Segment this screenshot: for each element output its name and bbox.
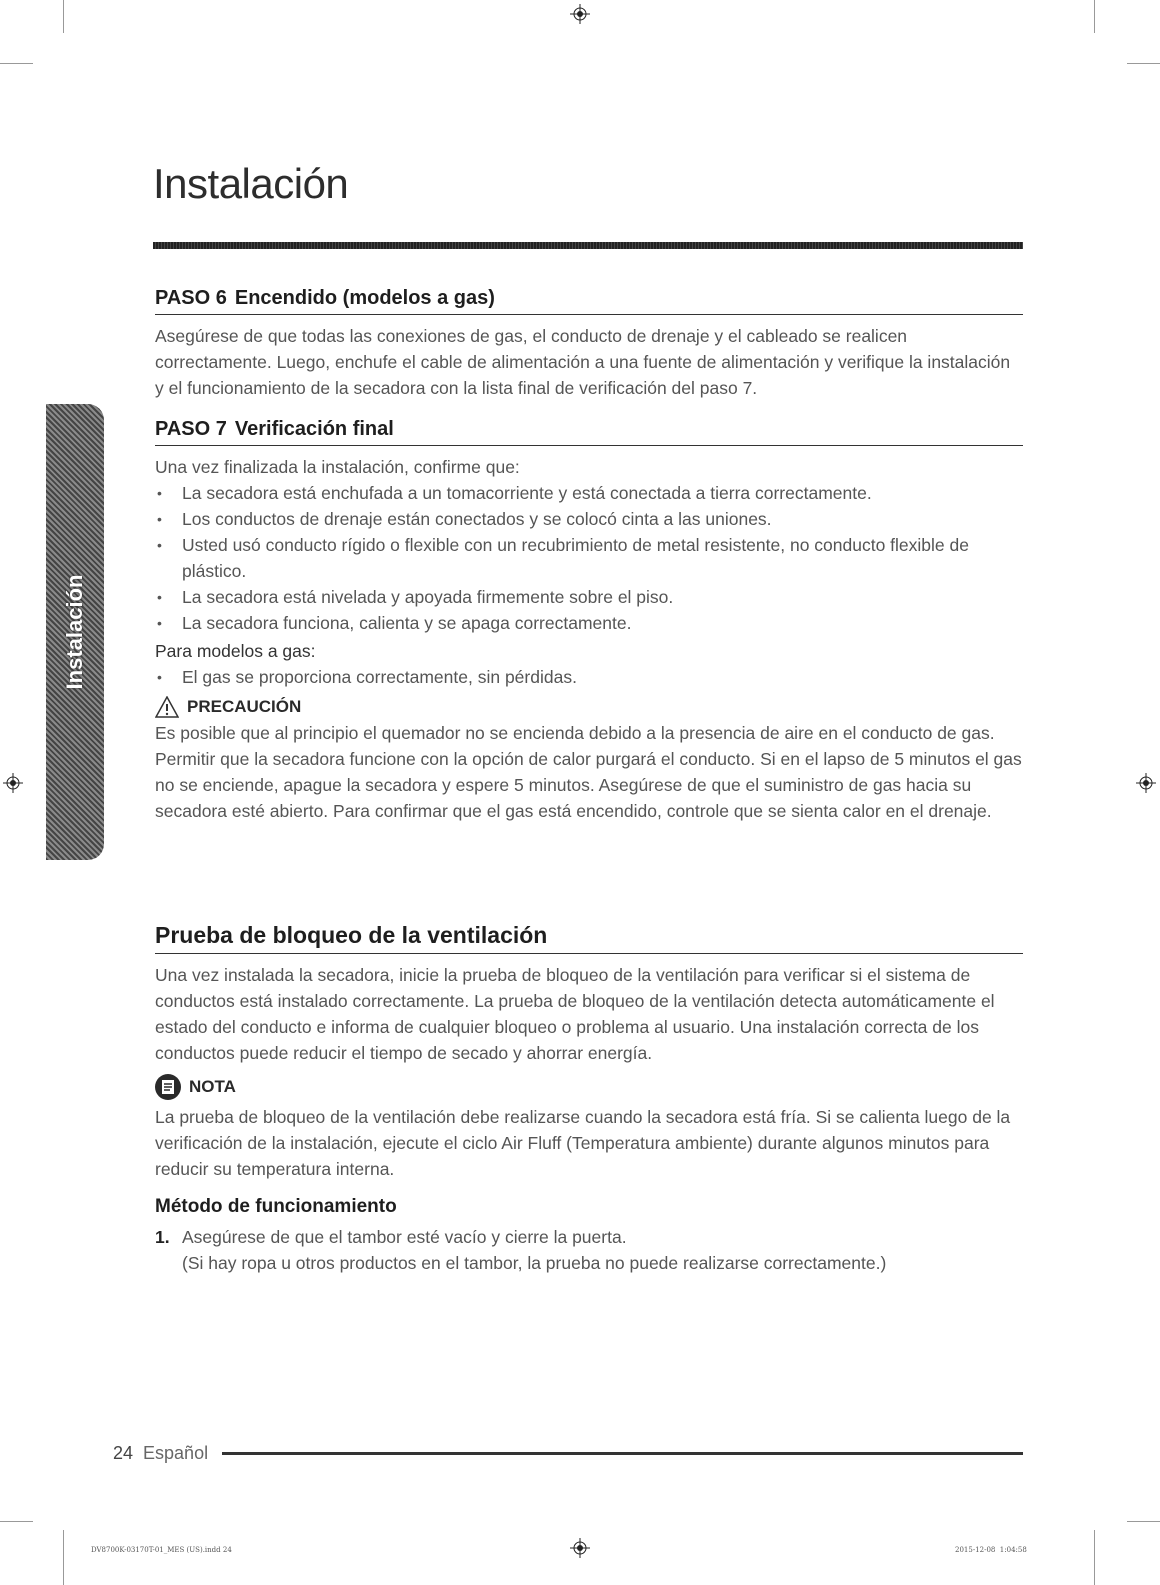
- registration-mark-icon: [570, 1538, 590, 1558]
- registration-mark-icon: [1136, 773, 1156, 793]
- footer-language: Español: [143, 1443, 209, 1463]
- side-section-tab: [46, 404, 104, 860]
- list-item: • La secadora está enchufada a un tomacorriente y está conectada a tierra correctamente.: [155, 480, 1023, 506]
- footer-rule: [222, 1452, 1023, 1455]
- gas-checklist: [155, 664, 1023, 690]
- step6-title: Encendido (modelos a gas): [234, 287, 495, 309]
- note-callout: [155, 1074, 1023, 1100]
- crop-mark: [63, 0, 64, 33]
- registration-mark-icon: [570, 4, 590, 24]
- side-tab-label: Instalación: [62, 574, 87, 690]
- caution-text: Es posible que al principio el quemador no se encienda debido a la presencia de aire en el conducto de gas. Permitir que la secadora funcione con la opción de calor purgará el conducto. Si en el lapso de 5 minutos el gas no se enciende, apague la secadora y espere 5 minutos. Asegúrese de que el suministro de gas hacia su secadora esté abierto. Para confirmar que el gas está encendido, controle que se sienta calor en el drenaje.: [155, 723, 1022, 821]
- note-icon: [155, 1074, 181, 1100]
- page-number: 24: [113, 1443, 134, 1463]
- caution-label: PRECAUCIÓN: [187, 697, 302, 716]
- list-item: • Usted usó conducto rígido o flexible con un recubrimiento de metal resistente, no conducto flexible de plástico.: [155, 532, 1023, 584]
- step-item: [155, 1224, 1023, 1276]
- list-item: • Los conductos de drenaje están conectados y se colocó cinta a las uniones.: [155, 506, 1023, 532]
- caution-callout: [155, 696, 1023, 718]
- method-steps: [155, 1224, 1023, 1276]
- vent-test-section: [155, 922, 1023, 1276]
- step7-section: [155, 418, 1023, 824]
- step-number: 1.: [155, 1227, 170, 1247]
- list-item: • La secadora está nivelada y apoyada firmemente sobre el piso.: [155, 584, 1023, 610]
- step6-section: [155, 287, 1023, 401]
- crop-mark: [1094, 0, 1095, 33]
- step7-heading: [155, 418, 1023, 446]
- crop-mark: [1094, 1530, 1095, 1585]
- page-footer: [113, 1443, 1023, 1464]
- crop-mark: [1127, 63, 1160, 64]
- checklist: [155, 480, 1023, 636]
- print-slug-left: DV8700K-03170T-01_MES (US).indd 24: [91, 1546, 232, 1554]
- step6-heading: [155, 287, 1023, 315]
- step6-label: PASO 6: [155, 287, 227, 309]
- page-title: Instalación: [153, 160, 349, 207]
- step7-intro: Una vez finalizada la instalación, confirme que:: [155, 457, 520, 477]
- list-item: • El gas se proporciona correctamente, sin pérdidas.: [155, 664, 1023, 690]
- gas-models-label: Para modelos a gas:: [155, 641, 316, 661]
- registration-mark-icon: [3, 773, 23, 793]
- step-text: Asegúrese de que el tambor esté vacío y cierre la puerta.: [182, 1227, 627, 1247]
- step7-title: Verificación final: [234, 418, 394, 440]
- note-label: NOTA: [189, 1077, 236, 1096]
- crop-mark: [0, 1521, 33, 1522]
- crop-mark: [1127, 1521, 1160, 1522]
- note-text: La prueba de bloqueo de la ventilación debe realizarse cuando la secadora está fría. Si se calienta luego de la verificación de la instalación, ejecute el ciclo Air Fluff (Temperatura ambiente) durante algunos minutos para reducir su temperatura interna.: [155, 1107, 1011, 1179]
- vent-test-body: Una vez instalada la secadora, inicie la prueba de bloqueo de la ventilación para verificar si el sistema de conductos está instalado correctamente. La prueba de bloqueo de la ventilación detecta automáticamente el estado del conducto e informa de cualquier bloqueo o problema al usuario. Una instalación correcta de los conductos puede reducir el tiempo de secado y ahorrar energía.: [155, 965, 995, 1063]
- crop-mark: [63, 1530, 64, 1585]
- print-slug-right: 2015-12-08 ￼ 1:04:58: [955, 1546, 1027, 1554]
- list-item: • La secadora funciona, calienta y se apaga correctamente.: [155, 610, 1023, 636]
- crop-mark: [0, 63, 33, 64]
- vent-test-heading: Prueba de bloqueo de la ventilación: [155, 922, 1023, 954]
- step-subtext: (Si hay ropa u otros productos en el tambor, la prueba no puede realizarse correctamente.): [182, 1253, 887, 1273]
- warning-triangle-icon: [155, 696, 179, 718]
- step6-body: Asegúrese de que todas las conexiones de gas, el conducto de drenaje y el cableado se realicen correctamente. Luego, enchufe el cable de alimentación a una fuente de alimentación y verifique la instalación y el funcionamiento de la secadora con la lista final de verificación del paso 7.: [155, 326, 1011, 398]
- step7-label: PASO 7: [155, 418, 227, 440]
- method-heading: Método de funcionamiento: [155, 1196, 397, 1217]
- title-rule: [153, 242, 1023, 249]
